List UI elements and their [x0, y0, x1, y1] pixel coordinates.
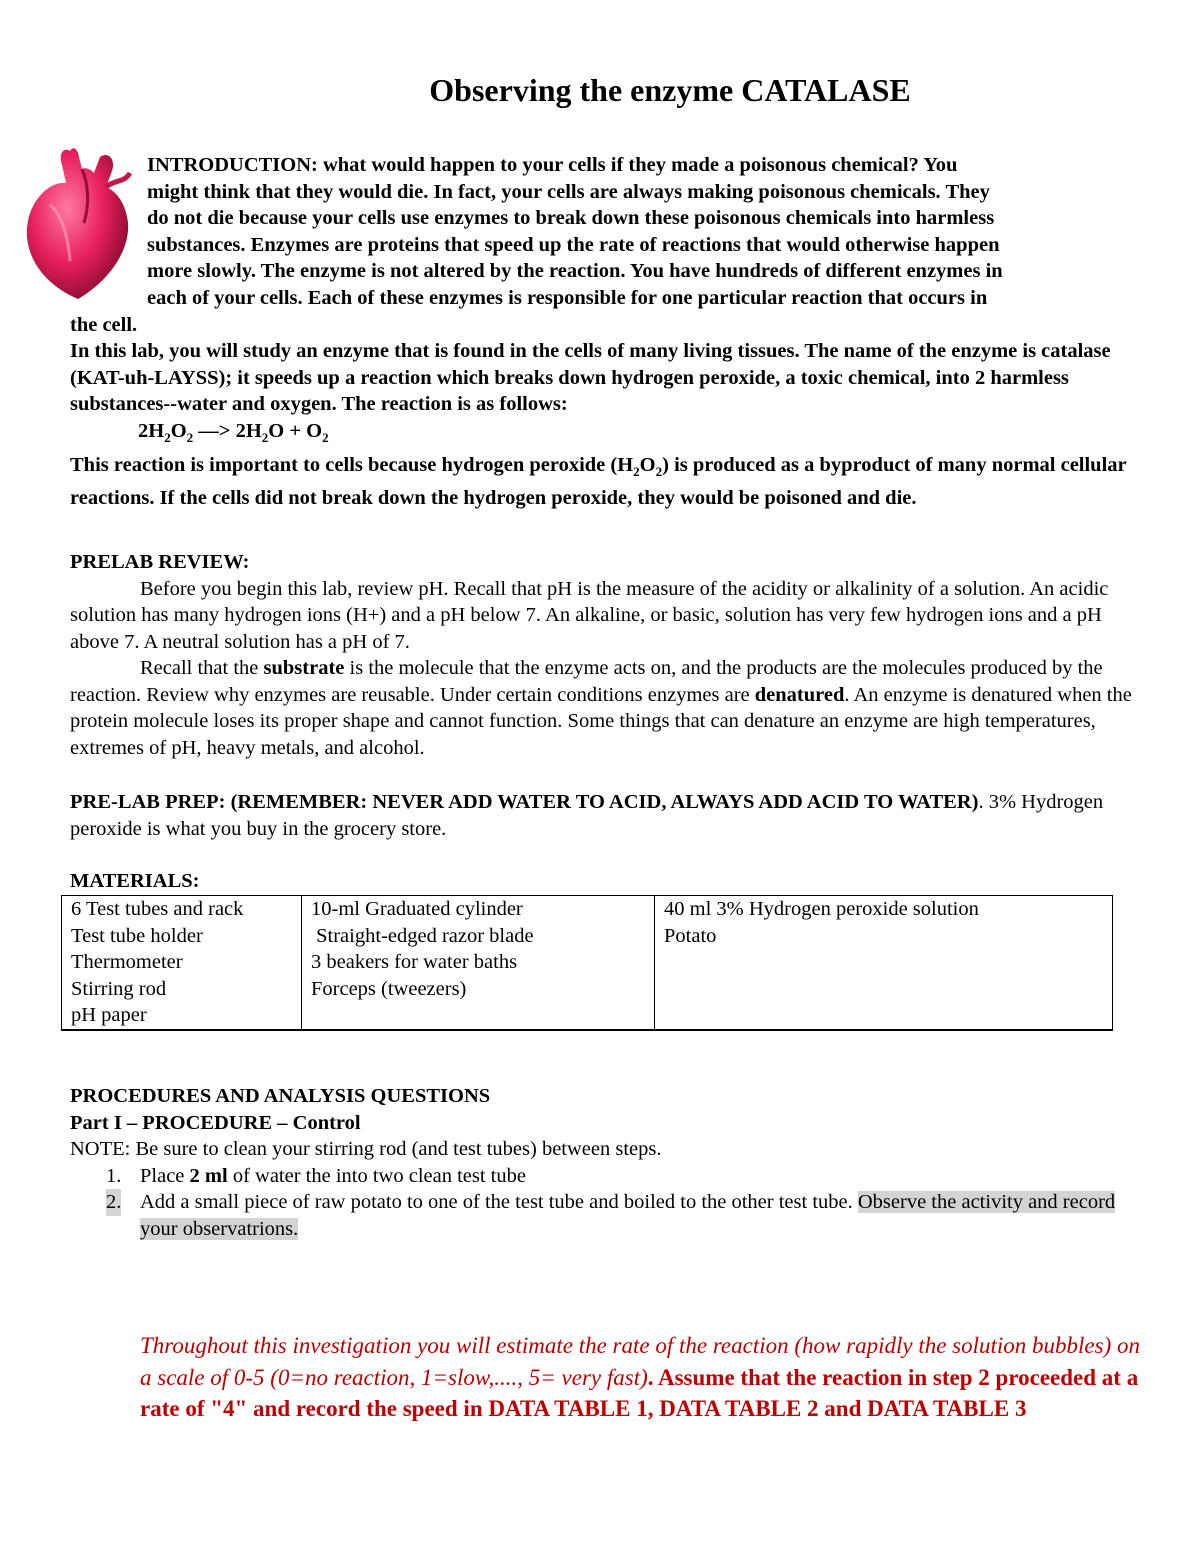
- material-item: 40 ml 3% Hydrogen peroxide solution: [664, 898, 979, 920]
- intro-line: do not die because your cells use enzymes to break down these poisonous chemicals into harmless: [147, 207, 995, 230]
- materials-column: [302, 896, 655, 1030]
- procedure-note: NOTE: Be sure to clean your stirring rod (and test tubes) between steps.: [70, 1138, 662, 1160]
- intro-line: substances. Enzymes are proteins that speed up the rate of reactions that would otherwise happen: [147, 233, 1000, 256]
- prelab-review-para1: Before you begin this lab, review pH. Recall that pH is the measure of the acidity or alkalinity of a solution. An acidic solution has many hydrogen ions (H+) and a pH below 7. An alkaline, or basic, solution has very few hydrogen ions and a pH above 7. A neutral solution has a pH of 7.: [70, 577, 1109, 653]
- list-item: 2. Add a small piece of raw potato to one of the test tube and boiled to the other test tube. Observe the activity and record your observatrions.: [106, 1191, 1116, 1240]
- material-item: Thermometer: [71, 951, 183, 974]
- materials-heading: MATERIALS:: [70, 870, 200, 892]
- prelab-review-section: [70, 549, 1140, 761]
- rate-instruction: Throughout this investigation you will estimate the rate of the reaction (how rapidly the solution bubbles) on a scale of 0-5 (0=no reaction, 1=slow,...., 5= very fast). Assume that the reaction in step 2 proceeded at a rate of "4" and record the speed in DATA TABLE 1, DATA TABLE 2 and DATA TABLE 3: [140, 1333, 1140, 1421]
- intro-line: INTRODUCTION: what would happen to your cells if they made a poisonous chemical? You: [147, 154, 958, 176]
- material-item: Straight-edged razor blade: [311, 924, 534, 947]
- table-row: [62, 896, 1113, 1030]
- procedure-steps: [70, 1163, 1140, 1243]
- procedures-heading: PROCEDURES AND ANALYSIS QUESTIONS: [70, 1085, 491, 1107]
- intro-line: each of your cells. Each of these enzymes is responsible for one particular reaction that occurs in: [147, 286, 988, 309]
- material-item: Stirring rod: [71, 977, 167, 1000]
- importance-paragraph: This reaction is important to cells because hydrogen peroxide $(H_2O_2)$ is produced as a byproduct of many normal cellular reactions. If the cells did not break down the hydrogen peroxide, they would be poisoned and die.: [70, 453, 1127, 510]
- prelab-review-para2: Recall that the substrate is the molecule that the enzyme acts on, and the products are the molecules produced by the reaction. Review why enzymes are reusable. Under certain conditions enzymes are denatured. An enzyme is denatured when the protein molecule loses its proper shape and cannot function. Some things that can denature an enzyme are high temperatures, extremes of pH, heavy metals, and alcohol.: [70, 657, 1132, 759]
- lab-description: In this lab, you will study an enzyme that is found in the cells of many living tissues. The name of the enzyme is catalase (KAT-uh-LAYSS); it speeds up a reaction which breaks down hydrogen peroxide, a toxic chemical, into 2 harmless substances--water and oxygen. The reaction is as follows:: [70, 340, 1111, 416]
- materials-column: [655, 896, 1113, 1030]
- materials-column: [62, 896, 302, 1030]
- intro-line: more slowly. The enzyme is not altered by the reaction. You have hundreds of different enzymes in: [147, 260, 1003, 283]
- prelab-prep-section: [70, 789, 1140, 842]
- prelab-prep-text: PRE-LAB PREP: (REMEMBER: NEVER ADD WATER TO ACID, ALWAYS ADD ACID TO WATER). 3% Hydrogen peroxide is what you buy in the grocery store.: [70, 791, 1104, 840]
- list-item: 1. Place 2 ml of water the into two clean test tube: [106, 1164, 526, 1187]
- material-item: 3 beakers for water baths: [311, 951, 518, 974]
- material-item: Forceps (tweezers): [311, 977, 467, 1000]
- part-heading: Part I – PROCEDURE – Control: [70, 1111, 361, 1134]
- procedures-section: [70, 1083, 1140, 1242]
- reaction-equation: $2H_2O_2$ ––> $2H_2O + O_2$: [138, 419, 329, 446]
- material-item: Test tube holder: [71, 924, 203, 947]
- material-item: 6 Test tubes and rack: [71, 898, 244, 920]
- page-title: Observing the enzyme CATALASE: [429, 72, 911, 108]
- introduction-section: [70, 152, 1140, 512]
- intro-line: the cell.: [70, 313, 138, 336]
- materials-table: [61, 895, 1113, 1031]
- material-item: pH paper: [71, 1004, 147, 1027]
- material-item: Potato: [664, 924, 717, 947]
- intro-line: might think that they would die. In fact, your cells are always making poisonous chemicals. They: [147, 180, 990, 203]
- prelab-review-heading: PRELAB REVIEW:: [70, 551, 250, 573]
- material-item: 10-ml Graduated cylinder: [311, 898, 523, 920]
